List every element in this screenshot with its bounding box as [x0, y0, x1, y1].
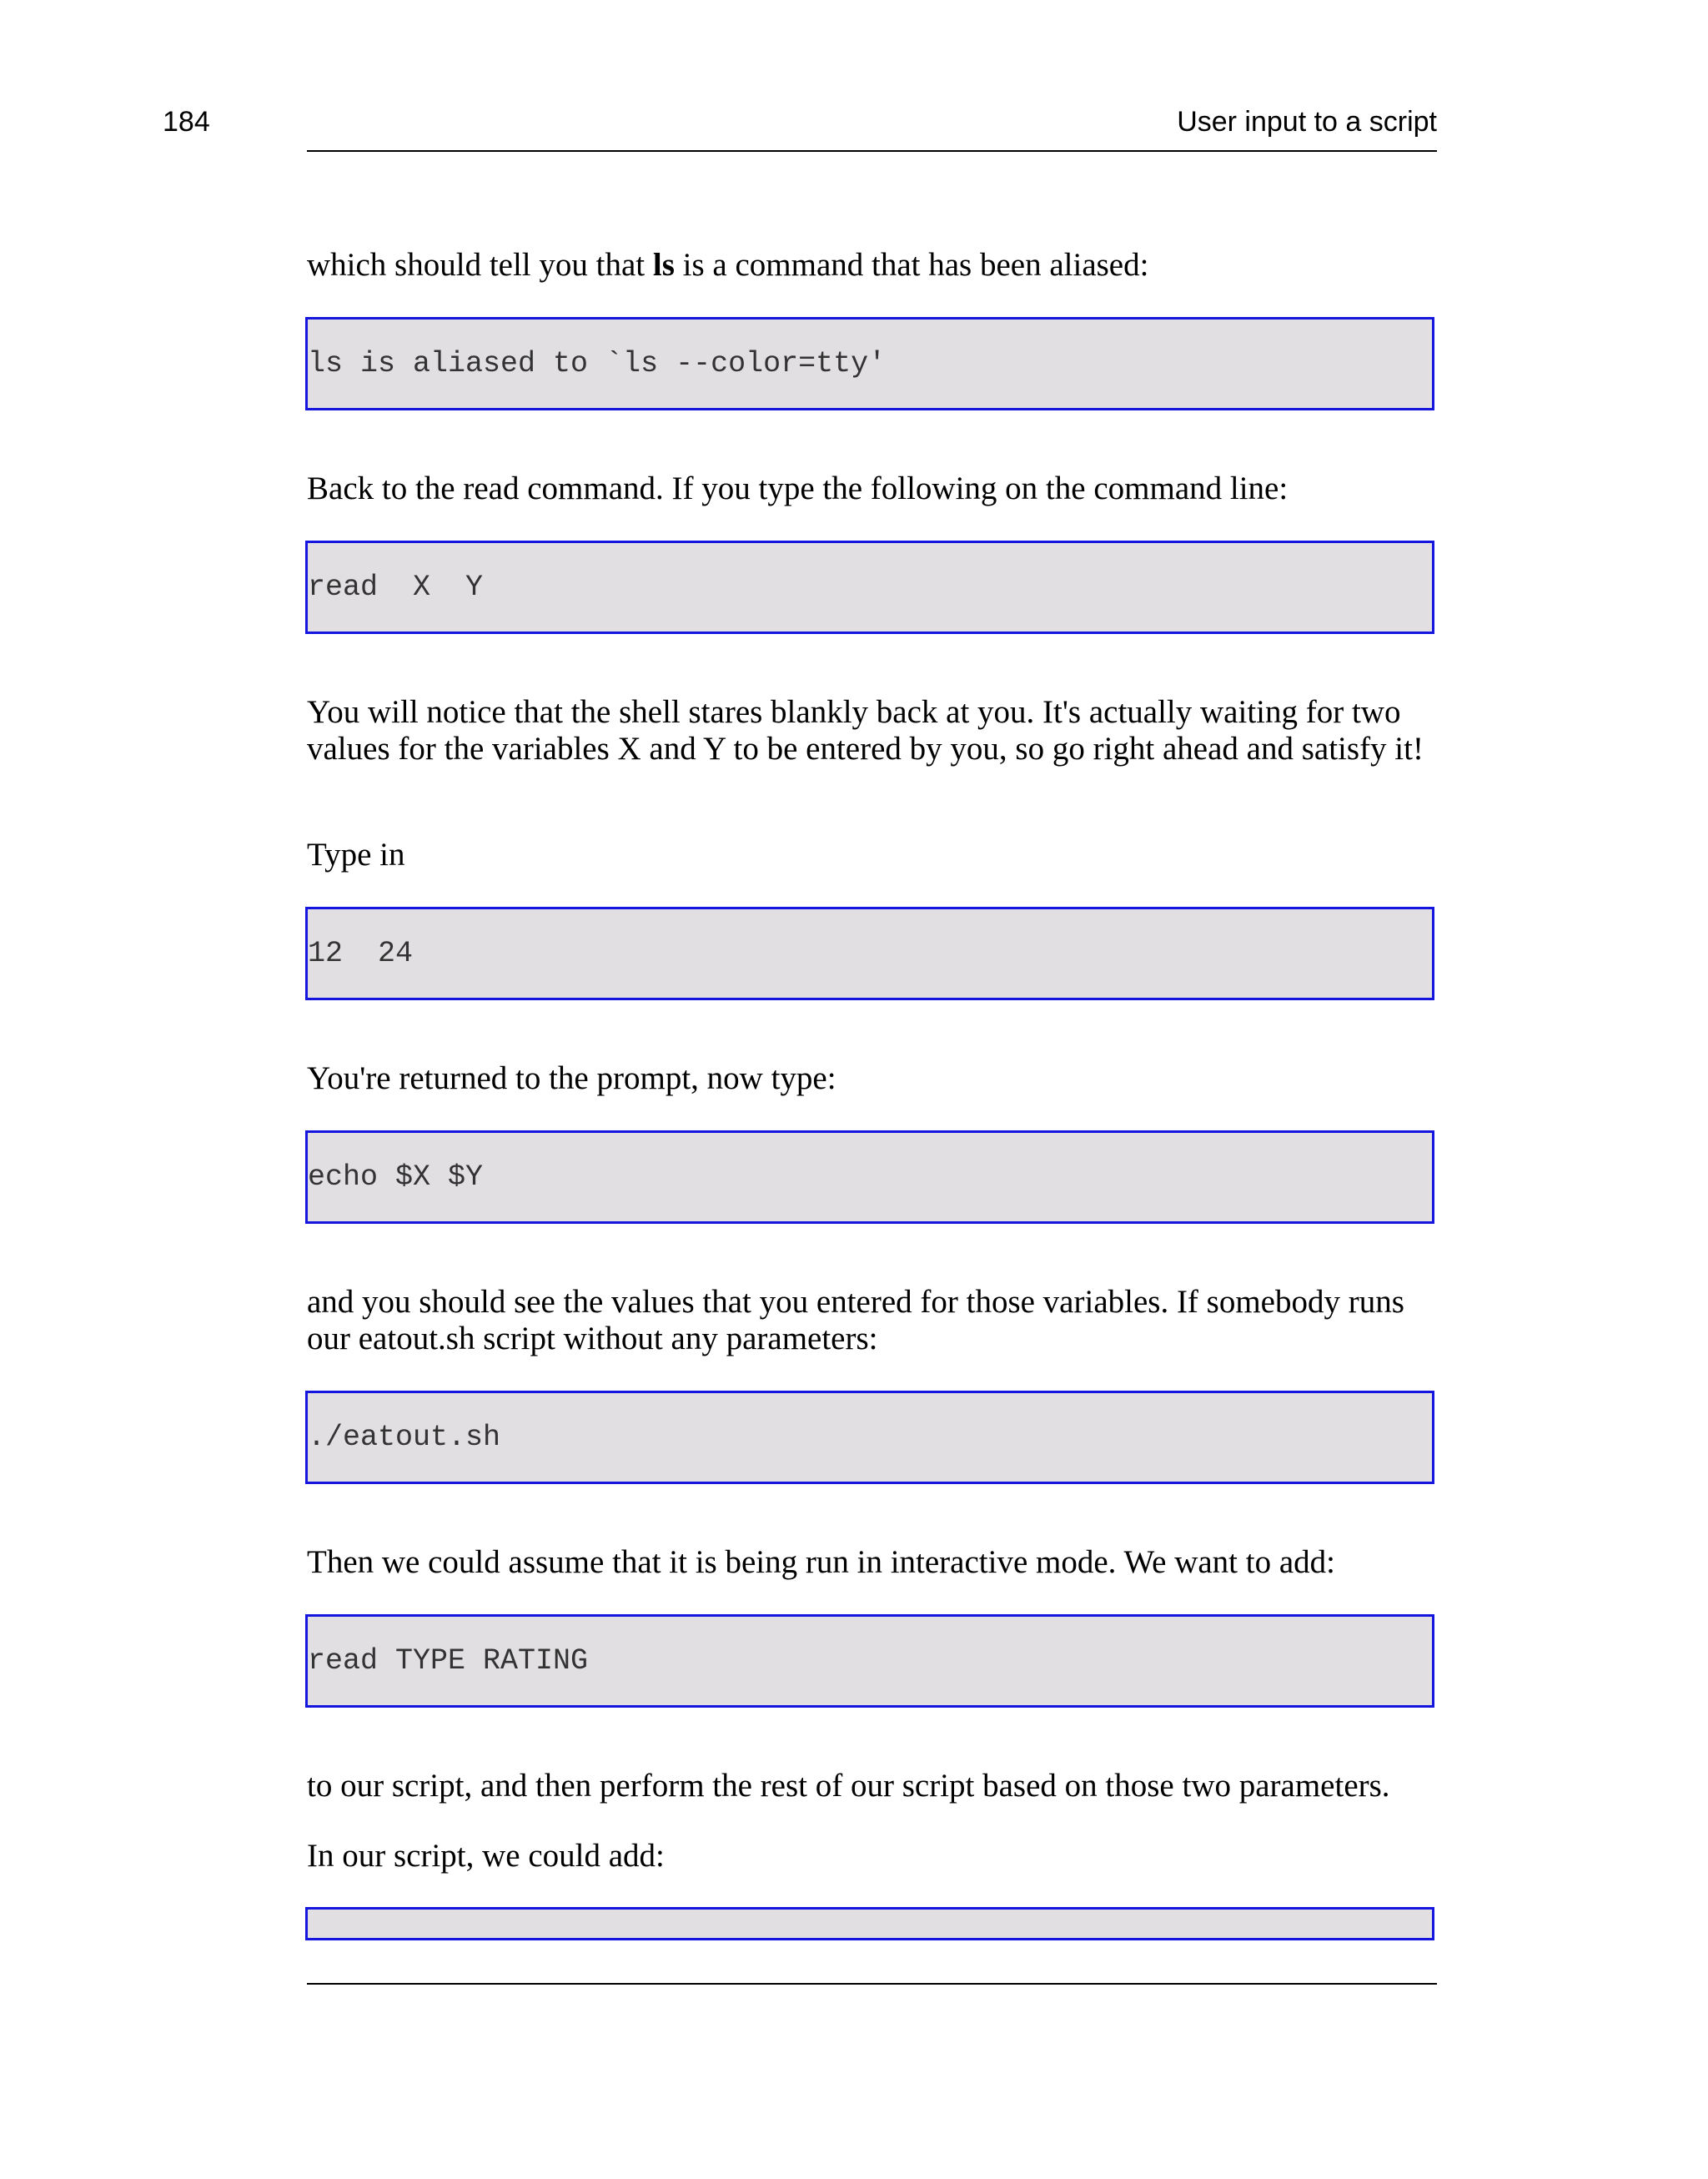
paragraph-interactive-mode: Then we could assume that it is being run in interactive mode. We want to add:: [307, 1544, 1335, 1580]
footer-rule: [307, 1983, 1437, 1985]
code-block-eatout: ./eatout.sh: [305, 1391, 1434, 1484]
paragraph-shell-waiting: You will notice that the shell stares blankly back at you. It's actually waiting for two values for the variables X and Y to be entered by you, so go right ahead and satisfy it!: [307, 694, 1424, 767]
running-title: User input to a script: [1177, 106, 1437, 138]
page-header: [0, 0, 1708, 159]
page-number: 184: [163, 106, 210, 138]
paragraph-ls-aliased: [307, 247, 1441, 284]
paragraph-see-values: and you should see the values that you entered for those variables. If somebody runs our eatout.sh script without any parameters:: [307, 1284, 1404, 1356]
paragraph-script-add: In our script, we could add:: [307, 1838, 665, 1874]
paragraph-returned-prompt: You're returned to the prompt, now type:: [307, 1060, 836, 1096]
code-block-read-type-rating: read TYPE RATING: [305, 1614, 1434, 1708]
code-block-echo: echo $X $Y: [305, 1130, 1434, 1224]
code-block-ls-alias: ls is aliased to `ls --color=tty': [305, 317, 1434, 410]
paragraph-type-in: Type in: [307, 837, 405, 873]
paragraph-text: which should tell you that: [307, 247, 653, 283]
code-block-values: 12 24: [305, 907, 1434, 1000]
paragraph-rest-of-script: to our script, and then perform the rest of our script based on those two parameters.: [307, 1768, 1390, 1804]
code-block-read-x-y: read X Y: [305, 541, 1434, 634]
header-rule: [307, 150, 1437, 152]
paragraph-text: is a command that has been aliased:: [674, 247, 1149, 283]
code-block-continued: [305, 1907, 1434, 1940]
paragraph-read-command: Back to the read command. If you type the following on the command line:: [307, 471, 1289, 506]
inline-command-ls: ls: [652, 247, 675, 283]
